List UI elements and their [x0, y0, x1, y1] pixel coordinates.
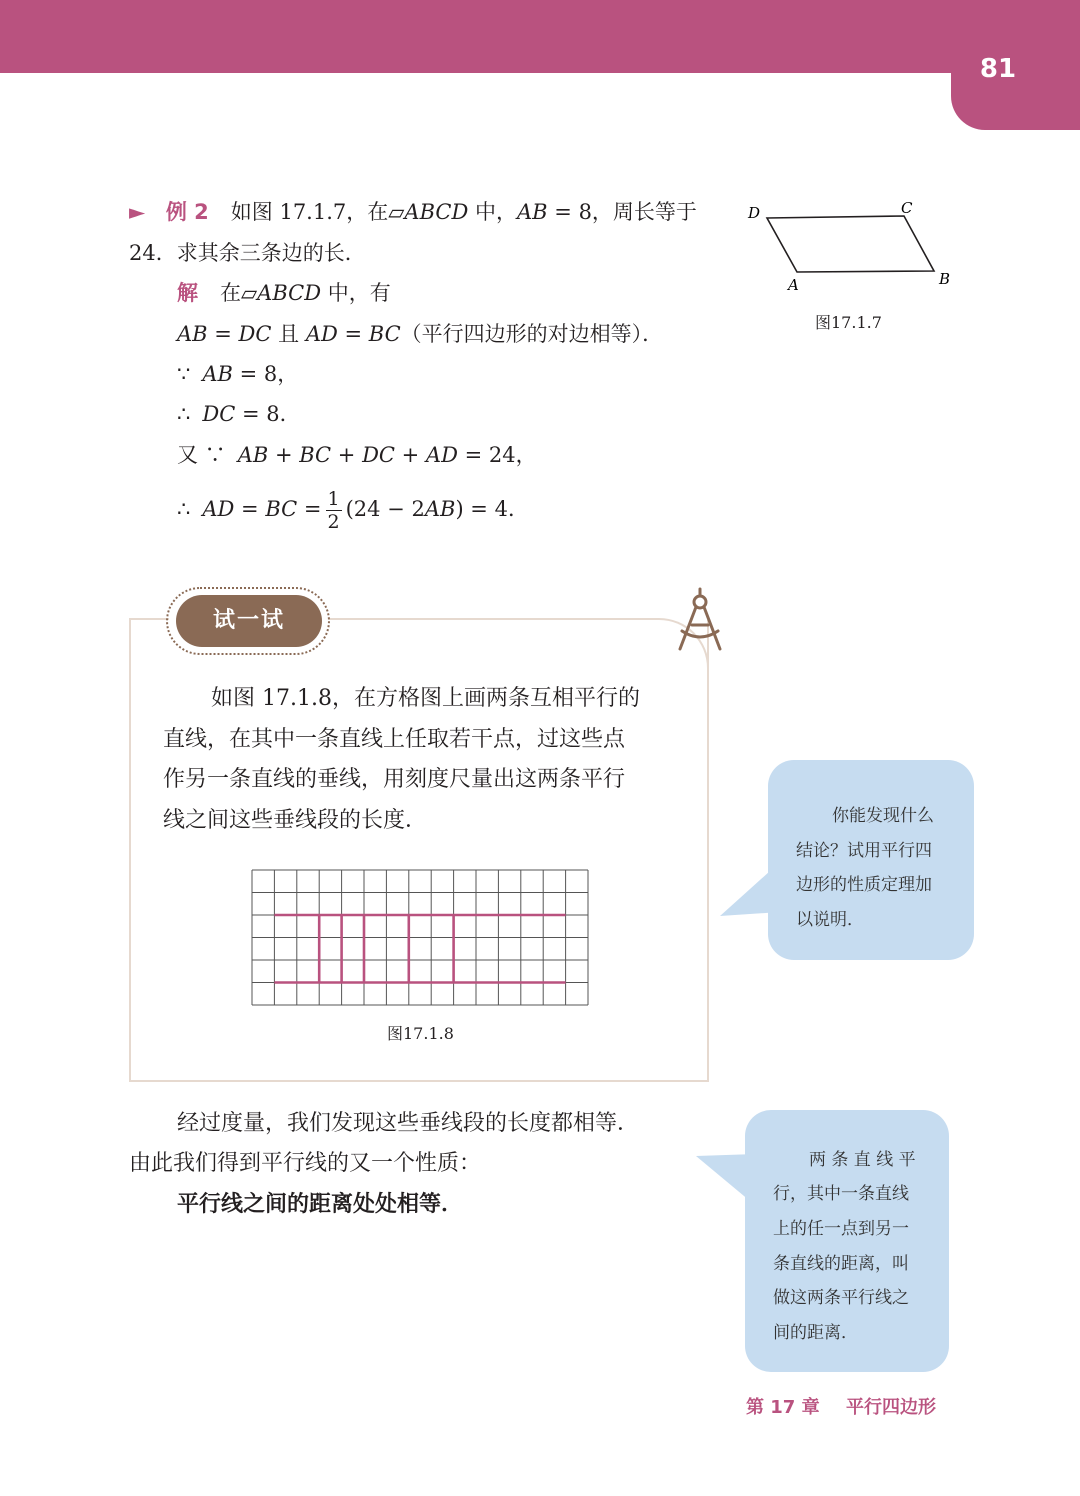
- page-number: 81: [979, 54, 1017, 84]
- example-text: 中，: [468, 200, 518, 224]
- try-it-text-line-2: 直线，在其中一条直线上任取若干点，过这些点: [163, 727, 626, 752]
- solution-text: 在: [220, 281, 241, 305]
- because-symbol: ∵: [177, 362, 191, 386]
- therefore-symbol: ∴: [177, 402, 191, 426]
- example-text: 如图 17.1.7，在: [230, 200, 389, 224]
- try-it-title: 试一试: [176, 595, 322, 647]
- solution-var: AB: [202, 362, 233, 386]
- hint-bubble: [768, 760, 974, 960]
- example-var: AB: [517, 200, 548, 224]
- parallelogram-symbol: ▱: [388, 200, 405, 224]
- footer-chapter: 第 17 章: [746, 1397, 820, 1418]
- vertex-label-c: C: [901, 199, 913, 217]
- solution-text: = 8，: [232, 362, 299, 386]
- solution-line-4: [177, 440, 537, 470]
- footer-title: 平行四边形: [846, 1397, 936, 1418]
- example-line-2: 24．求其余三条边的长．: [129, 241, 366, 265]
- solution-text: 中，有: [321, 281, 391, 305]
- try-it-text-line-1: 如图 17.1.8，在方格图上画两条互相平行的: [211, 686, 640, 711]
- fraction-one-half: [326, 488, 342, 533]
- parallelogram-shape: [767, 216, 934, 272]
- solution-text: 且: [271, 322, 306, 346]
- solution-var: AB = DC: [177, 322, 272, 346]
- solution-var: AD = BC: [305, 322, 401, 346]
- vertex-label-a: A: [788, 276, 799, 294]
- figure-17-1-7-caption: 图17.1.7: [815, 313, 882, 332]
- solution-intro: [177, 278, 391, 308]
- solution-var: DC: [202, 402, 236, 426]
- box-top-border: [129, 618, 169, 620]
- try-it-text-line-3: 作另一条直线的垂线，用刻度尺量出这两条平行: [163, 767, 626, 792]
- solution-var: AB: [424, 497, 456, 521]
- definition-line: 做这两条平行线之: [773, 1288, 909, 1308]
- compass-icon: [672, 587, 728, 653]
- definition-line: 行，其中一条直线: [773, 1184, 909, 1204]
- solution-text: =: [297, 497, 322, 521]
- example-marker-icon: ►: [129, 200, 146, 224]
- example-var: ABCD: [404, 200, 469, 224]
- vertex-label-b: B: [939, 270, 951, 288]
- example-line-1: [129, 197, 697, 227]
- definition-line: 两 条 直 线 平: [809, 1150, 916, 1170]
- definition-line: 间的距离．: [773, 1323, 858, 1343]
- definition-bubble: [745, 1110, 949, 1372]
- solution-line-3: [177, 399, 301, 429]
- solution-var: AB + BC + DC + AD: [237, 443, 458, 467]
- solution-var: ABCD: [257, 281, 322, 305]
- solution-text: (24 − 2: [345, 497, 425, 521]
- fraction-numerator: 1: [327, 488, 340, 510]
- solution-text: = 8．: [235, 402, 301, 426]
- parallel-lines: [274, 915, 565, 983]
- parallelogram-figure: [740, 195, 960, 295]
- definition-line: 条直线的距离，叫: [773, 1254, 909, 1274]
- hint-line: 边形的性质定理加: [796, 875, 932, 895]
- parallelogram-symbol: ▱: [241, 281, 258, 305]
- box-top-border: [328, 618, 654, 620]
- try-it-text-line-4: 线之间这些垂线段的长度．: [163, 808, 428, 833]
- hint-line: 你能发现什么: [832, 806, 934, 826]
- figure-17-1-8-caption: 图17.1.8: [387, 1024, 454, 1043]
- therefore-symbol: ∴: [177, 497, 191, 521]
- solution-text: （平行四边形的对边相等）．: [400, 322, 664, 346]
- solution-line-2: [177, 359, 298, 389]
- definition-line: 上的任一点到另一: [773, 1219, 909, 1239]
- example-label: 例 2: [165, 200, 209, 224]
- grid-figure: [250, 868, 592, 1010]
- conclusion-line-2: 由此我们得到平行线的又一个性质：: [129, 1151, 482, 1176]
- grid-lines: [252, 870, 588, 1005]
- solution-text: = 24，: [457, 443, 537, 467]
- hint-line: 结论？试用平行四: [796, 841, 932, 861]
- vertex-label-d: D: [748, 204, 761, 222]
- solution-label: 解: [177, 281, 198, 305]
- solution-line-5: [177, 484, 529, 534]
- hint-line: 以说明．: [796, 910, 864, 930]
- fraction-denominator: 2: [327, 511, 340, 533]
- header-bar: [0, 0, 1080, 73]
- solution-text: ) = 4．: [455, 497, 529, 521]
- example-text: = 8，周长等于: [547, 200, 697, 224]
- solution-text: 又 ∵: [177, 443, 226, 467]
- solution-var: AD = BC: [202, 497, 298, 521]
- solution-line-1: [177, 319, 663, 349]
- conclusion-line-1: 经过度量，我们发现这些垂线段的长度都相等．: [177, 1111, 640, 1136]
- parallel-lines-property: 平行线之间的距离处处相等．: [177, 1192, 464, 1217]
